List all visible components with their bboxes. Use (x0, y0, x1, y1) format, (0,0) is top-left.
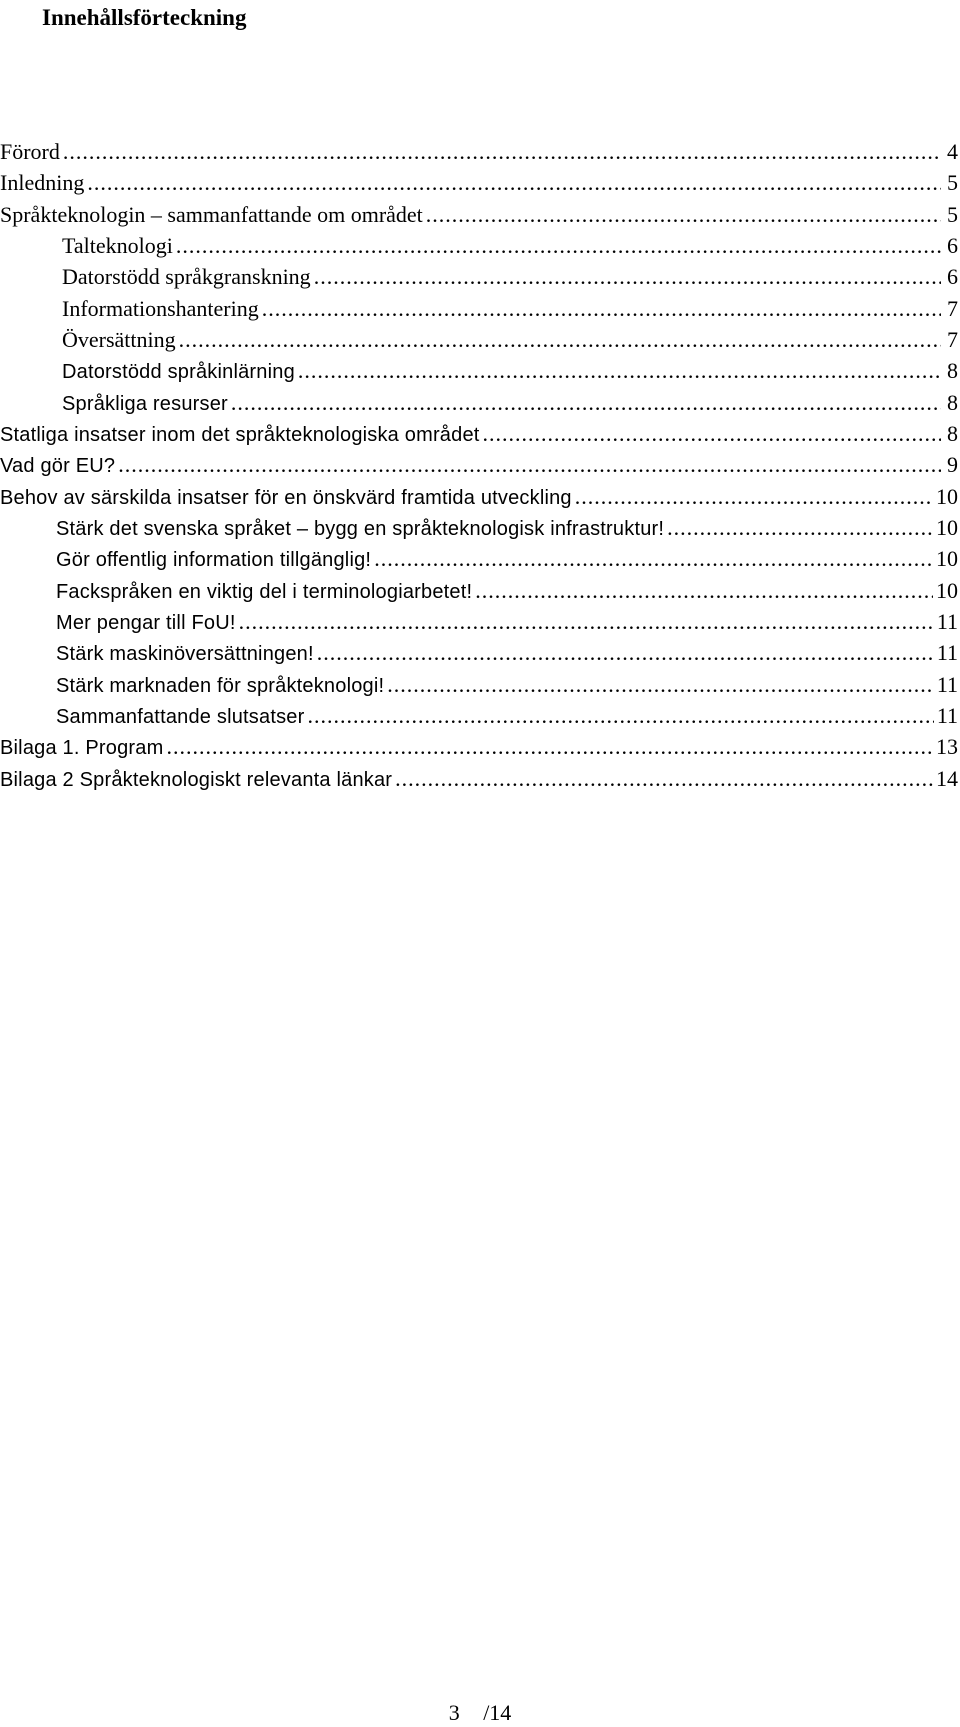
toc-entry-page: 10 (936, 577, 958, 603)
dot-leader (239, 606, 934, 637)
dot-leader (166, 731, 933, 762)
dot-leader (374, 543, 933, 574)
toc-entry-title: Språkteknologin – sammanfattande om området (0, 201, 423, 227)
toc-entry[interactable] (0, 449, 958, 480)
toc-entry[interactable] (0, 731, 958, 762)
dot-leader (395, 763, 933, 794)
toc-entry[interactable] (0, 512, 958, 543)
dot-leader (231, 387, 941, 418)
toc-entry[interactable] (0, 763, 958, 794)
toc-entry[interactable] (0, 481, 958, 512)
page-footer (0, 1700, 960, 1726)
toc-entry[interactable] (0, 606, 958, 637)
toc-entry-page: 6 (947, 232, 958, 258)
page-title: Innehållsförteckning (42, 5, 247, 30)
toc-entry-page: 8 (947, 420, 958, 446)
toc-entry-title: Bilaga 2 Språkteknologiskt relevanta länkar (0, 768, 393, 791)
dot-leader (176, 230, 941, 261)
toc-entry[interactable] (0, 637, 958, 668)
toc-entry-page: 6 (947, 264, 958, 290)
dot-leader (314, 261, 941, 292)
toc-entry-page: 9 (947, 452, 958, 478)
toc-entry-page: 7 (947, 326, 958, 352)
toc-entry-title: Stärk marknaden för språkteknologi! (56, 674, 385, 697)
toc-entry-page: 14 (936, 765, 958, 791)
dot-leader (87, 167, 941, 198)
toc-entry-page: 11 (936, 702, 958, 728)
toc-entry-page: 8 (947, 389, 958, 415)
toc-entry-title: Sammanfattande slutsatser (56, 705, 305, 728)
toc-entry-page: 5 (947, 170, 958, 196)
page-number: 3 (448, 1700, 460, 1725)
dot-leader (475, 575, 933, 606)
toc-entry[interactable] (0, 418, 958, 449)
toc-entry-page: 5 (947, 201, 958, 227)
toc-entry[interactable] (0, 387, 958, 418)
toc-entry-title: Gör offentlig information tillgänglig! (56, 549, 372, 572)
toc-entry[interactable] (0, 355, 958, 386)
toc-entry[interactable] (0, 199, 958, 230)
toc-entry-page: 10 (936, 514, 958, 540)
toc-entry-page: 7 (947, 295, 958, 321)
toc-entry[interactable] (0, 324, 958, 355)
toc-entry-page: 8 (947, 358, 958, 384)
toc-entry-title: Förord (0, 139, 60, 164)
dot-leader (63, 136, 941, 167)
toc-entry[interactable] (0, 136, 958, 167)
toc-entry[interactable] (0, 700, 958, 731)
dot-leader (118, 449, 941, 480)
toc-entry[interactable] (0, 261, 958, 292)
toc-entry-title: Fackspråken en viktig del i terminologiarbetet! (56, 580, 473, 603)
dot-leader (262, 293, 941, 324)
toc-entry-title: Vad gör EU? (0, 455, 116, 478)
toc-entry-title: Informationshantering (62, 295, 259, 321)
toc-entry-title: Stärk maskinöversättningen! (56, 643, 314, 666)
dot-leader (298, 355, 941, 386)
toc-entry-title: Språkliga resurser (62, 392, 228, 415)
toc-entry[interactable] (0, 167, 958, 198)
toc-entry[interactable] (0, 230, 958, 261)
toc-entry-page: 11 (936, 608, 958, 634)
toc-entry-page: 11 (936, 671, 958, 697)
dot-leader (387, 669, 934, 700)
toc-entry[interactable] (0, 669, 958, 700)
dot-leader (426, 199, 941, 230)
toc-entry[interactable] (0, 575, 958, 606)
dot-leader (575, 481, 933, 512)
table-of-contents (0, 136, 958, 794)
toc-entry-title: Översättning (62, 326, 176, 352)
toc-entry-title: Behov av särskilda insatser för en önskvärd framtida utveckling (0, 486, 572, 509)
toc-entry-page: 10 (936, 546, 958, 572)
toc-entry-title: Statliga insatser inom det språkteknologiska området (0, 423, 480, 446)
dot-leader (317, 637, 934, 668)
toc-entry[interactable] (0, 543, 958, 574)
toc-entry[interactable] (0, 293, 958, 324)
toc-entry-title: Mer pengar till FoU! (56, 611, 236, 634)
toc-entry-title: Talteknologi (62, 232, 173, 258)
dot-leader (179, 324, 941, 355)
toc-entry-page: 10 (936, 483, 958, 509)
toc-entry-page: 11 (936, 640, 958, 666)
dot-leader (483, 418, 941, 449)
toc-entry-title: Inledning (0, 170, 85, 196)
toc-entry-page: 13 (936, 734, 958, 760)
toc-entry-page: 4 (947, 139, 958, 164)
toc-entry-title: Datorstödd språkinlärning (62, 361, 295, 384)
dot-leader (307, 700, 933, 731)
toc-entry-title: Datorstödd språkgranskning (62, 264, 311, 290)
toc-entry-title: Bilaga 1. Program (0, 737, 164, 760)
dot-leader (667, 512, 933, 543)
page-total: /14 (483, 1700, 512, 1725)
toc-entry-title: Stärk det svenska språket – bygg en språkteknologisk infrastruktur! (56, 517, 665, 540)
